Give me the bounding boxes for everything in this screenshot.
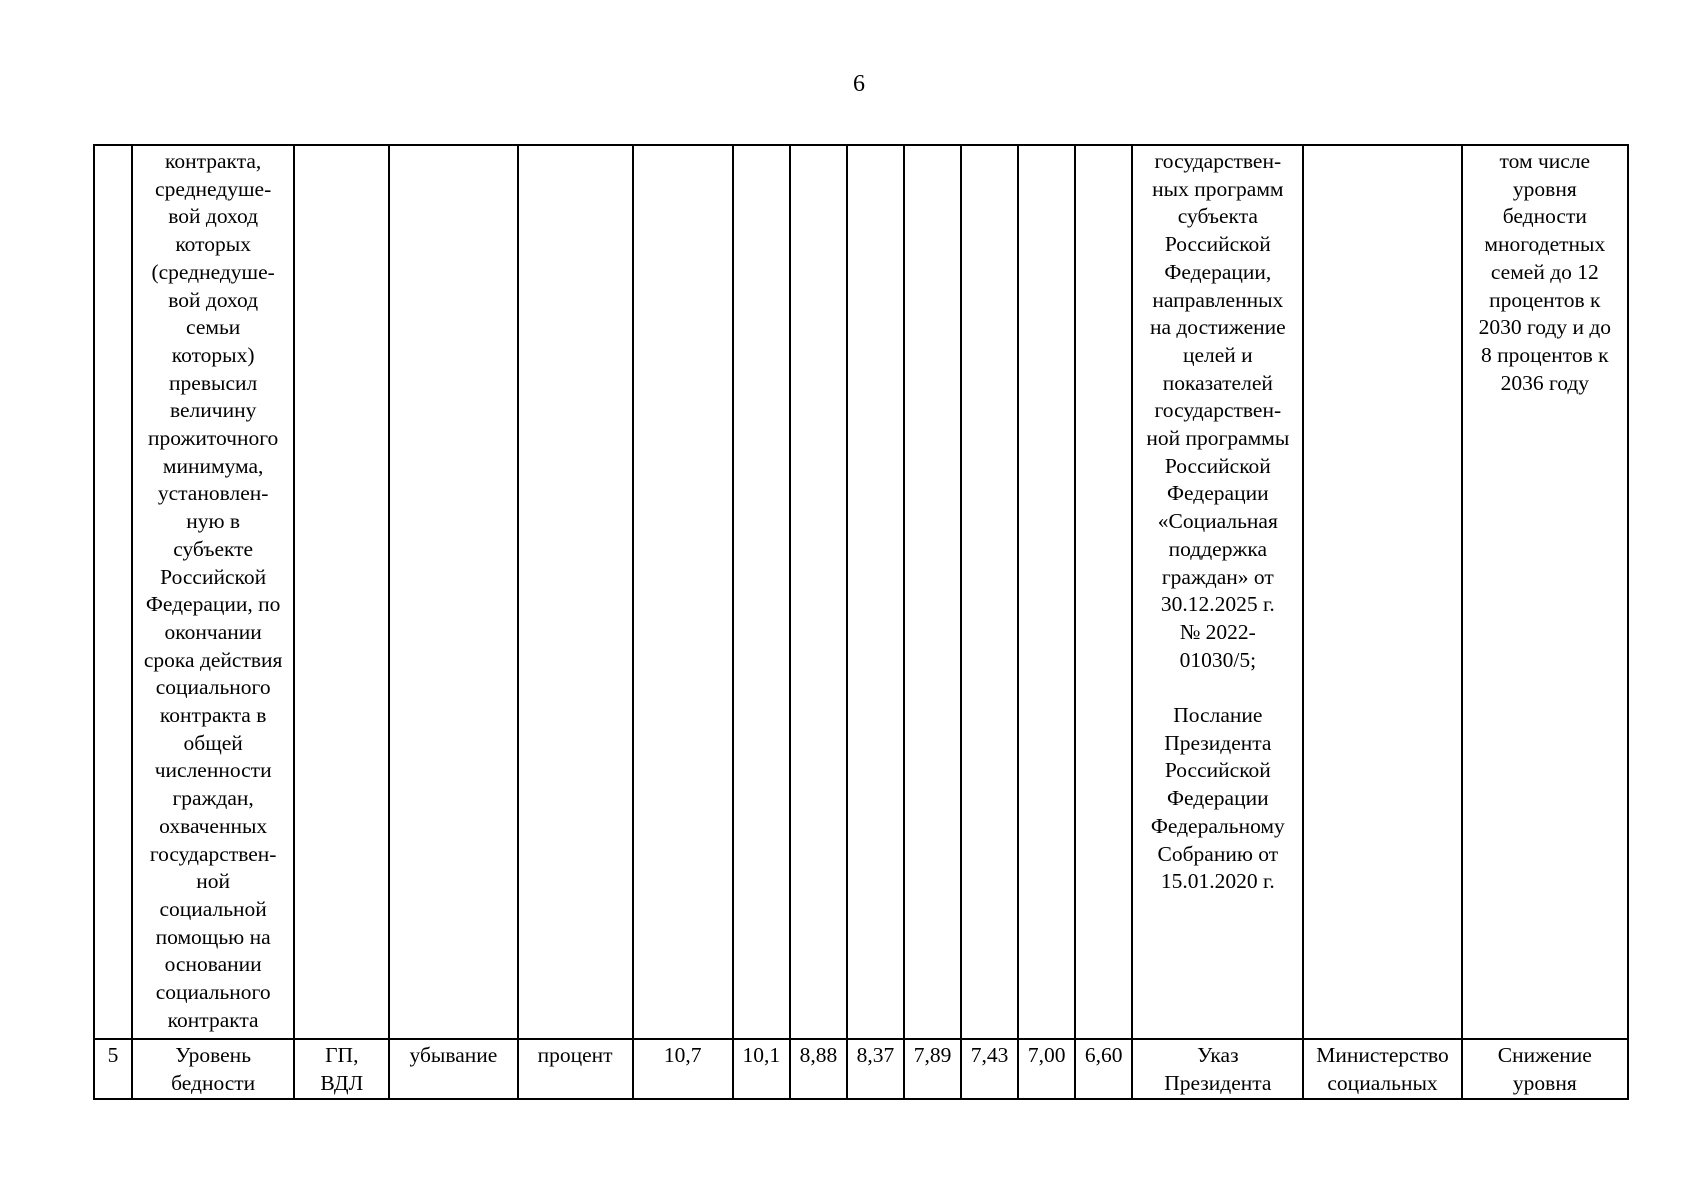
cell-level [294,145,389,1039]
cell-value-1: 10,1 [733,1039,790,1099]
page-number: 6 [853,71,865,97]
cell-unit: процент [518,1039,633,1099]
cell-value-4: 7,89 [904,1039,961,1099]
cell-value-7: 6,60 [1075,1039,1132,1099]
cell-indicator-name: Уровень бедности [132,1039,294,1099]
cell-number [94,145,132,1039]
cell-responsible [1303,145,1461,1039]
cell-value-4 [904,145,961,1039]
indicators-table [93,144,1629,1100]
cell-document: Указ Президента [1132,1039,1303,1099]
cell-value-3 [847,145,904,1039]
cell-link: Снижение уровня [1462,1039,1628,1099]
cell-indicator-name: контракта, среднедуше- вой доход которых (среднедуше- вой доход семьи которых) превысил величину прожиточного минимума, установлен- ную в субъекте Российской Федерации, по окончании срока действия социального контракта в общей численности граждан, охваченных государствен- ной социальной помощью на основании социального контракта [132,145,294,1039]
cell-value-7 [1075,145,1132,1039]
table-row [94,1039,1628,1099]
cell-base-value [633,145,733,1039]
table-row [94,145,1628,1039]
cell-trend [389,145,517,1039]
cell-document: государствен- ных программ субъекта Российской Федерации, направленных на достижение целей и показателей государствен- ной программы Российской Федерации «Социальная поддержка граждан» от 30.12.2025 г. № 2022- 01030/5; Послание Президента Российской Федерации Федеральному Собранию от 15.01.2020 г. [1132,145,1303,1039]
cell-level: ГП, ВДЛ [294,1039,389,1099]
cell-value-2 [790,145,847,1039]
cell-value-3: 8,37 [847,1039,904,1099]
cell-trend: убывание [389,1039,517,1099]
cell-value-5 [961,145,1018,1039]
cell-base-value: 10,7 [633,1039,733,1099]
cell-value-6 [1018,145,1075,1039]
cell-value-6: 7,00 [1018,1039,1075,1099]
cell-value-2: 8,88 [790,1039,847,1099]
cell-value-1 [733,145,790,1039]
cell-link: том числе уровня бедности многодетных семей до 12 процентов к 2030 году и до 8 процентов к 2036 году [1462,145,1628,1039]
cell-number: 5 [94,1039,132,1099]
cell-responsible: Министерство социальных [1303,1039,1461,1099]
cell-value-5: 7,43 [961,1039,1018,1099]
cell-unit [518,145,633,1039]
